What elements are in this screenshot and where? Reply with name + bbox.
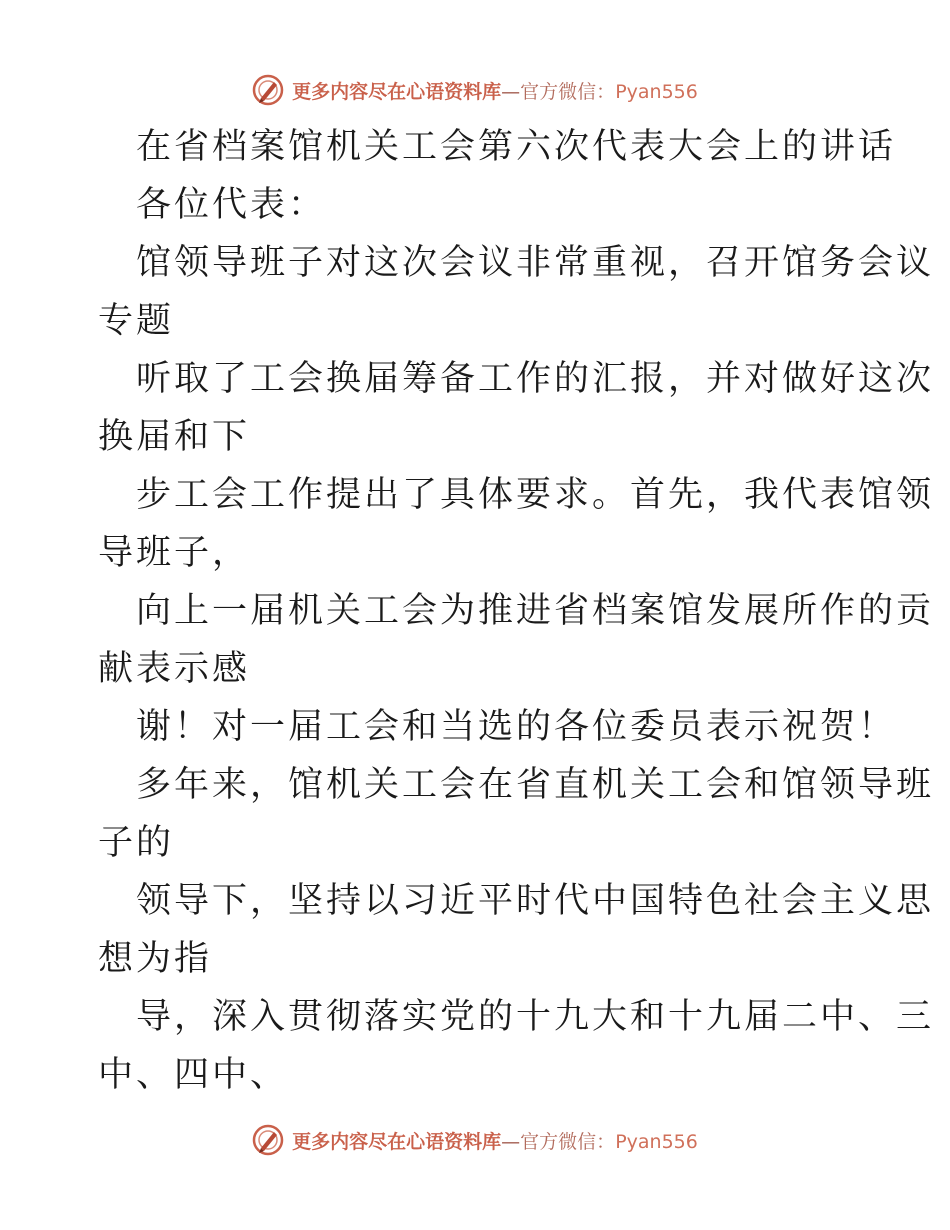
text-line: 向上一届机关工会为推进省档案馆发展所作的贡 — [136, 591, 935, 631]
watermark-wechat-id: Pyan556 — [615, 1130, 698, 1153]
text-line: 献表示感 — [98, 649, 251, 689]
footer-watermark — [0, 1120, 950, 1160]
text-line: 在省档案馆机关工会第六次代表大会上的讲话 — [136, 127, 897, 167]
watermark-dash: — — [501, 80, 521, 103]
text-line: 馆领导班子对这次会议非常重视，召开馆务会议 — [136, 243, 935, 283]
watermark-wechat-id: Pyan556 — [615, 80, 698, 103]
watermark-contact-label: 官方微信： — [520, 1130, 616, 1153]
text-line: 换届和下 — [98, 417, 251, 457]
text-line: 领导下，坚持以习近平时代中国特色社会主义思 — [136, 881, 935, 921]
watermark-main-text: 更多内容尽在心语资料库 — [292, 1130, 502, 1153]
text-line: 想为指 — [98, 939, 213, 979]
text-line: 各位代表： — [136, 185, 327, 225]
pen-logo-icon — [252, 74, 284, 106]
text-line: 听取了工会换届筹备工作的汇报，并对做好这次 — [136, 359, 935, 399]
text-line: 谢！对一届工会和当选的各位委员表示祝贺！ — [136, 707, 897, 747]
text-line: 中、四中、 — [98, 1055, 289, 1095]
text-line: 专题 — [98, 301, 175, 341]
document-body — [98, 118, 935, 1104]
header-watermark — [0, 70, 950, 110]
text-line: 多年来，馆机关工会在省直机关工会和馆领导班 — [136, 765, 935, 805]
text-line: 导，深入贯彻落实党的十九大和十九届二中、三 — [136, 997, 935, 1037]
text-line: 子的 — [98, 823, 175, 863]
pen-logo-icon — [252, 1124, 284, 1156]
watermark-dash: — — [501, 1130, 521, 1153]
watermark-contact-label: 官方微信： — [520, 80, 616, 103]
text-line: 步工会工作提出了具体要求。首先，我代表馆领 — [136, 475, 935, 515]
text-line: 导班子， — [98, 533, 251, 573]
watermark-main-text: 更多内容尽在心语资料库 — [292, 80, 502, 103]
